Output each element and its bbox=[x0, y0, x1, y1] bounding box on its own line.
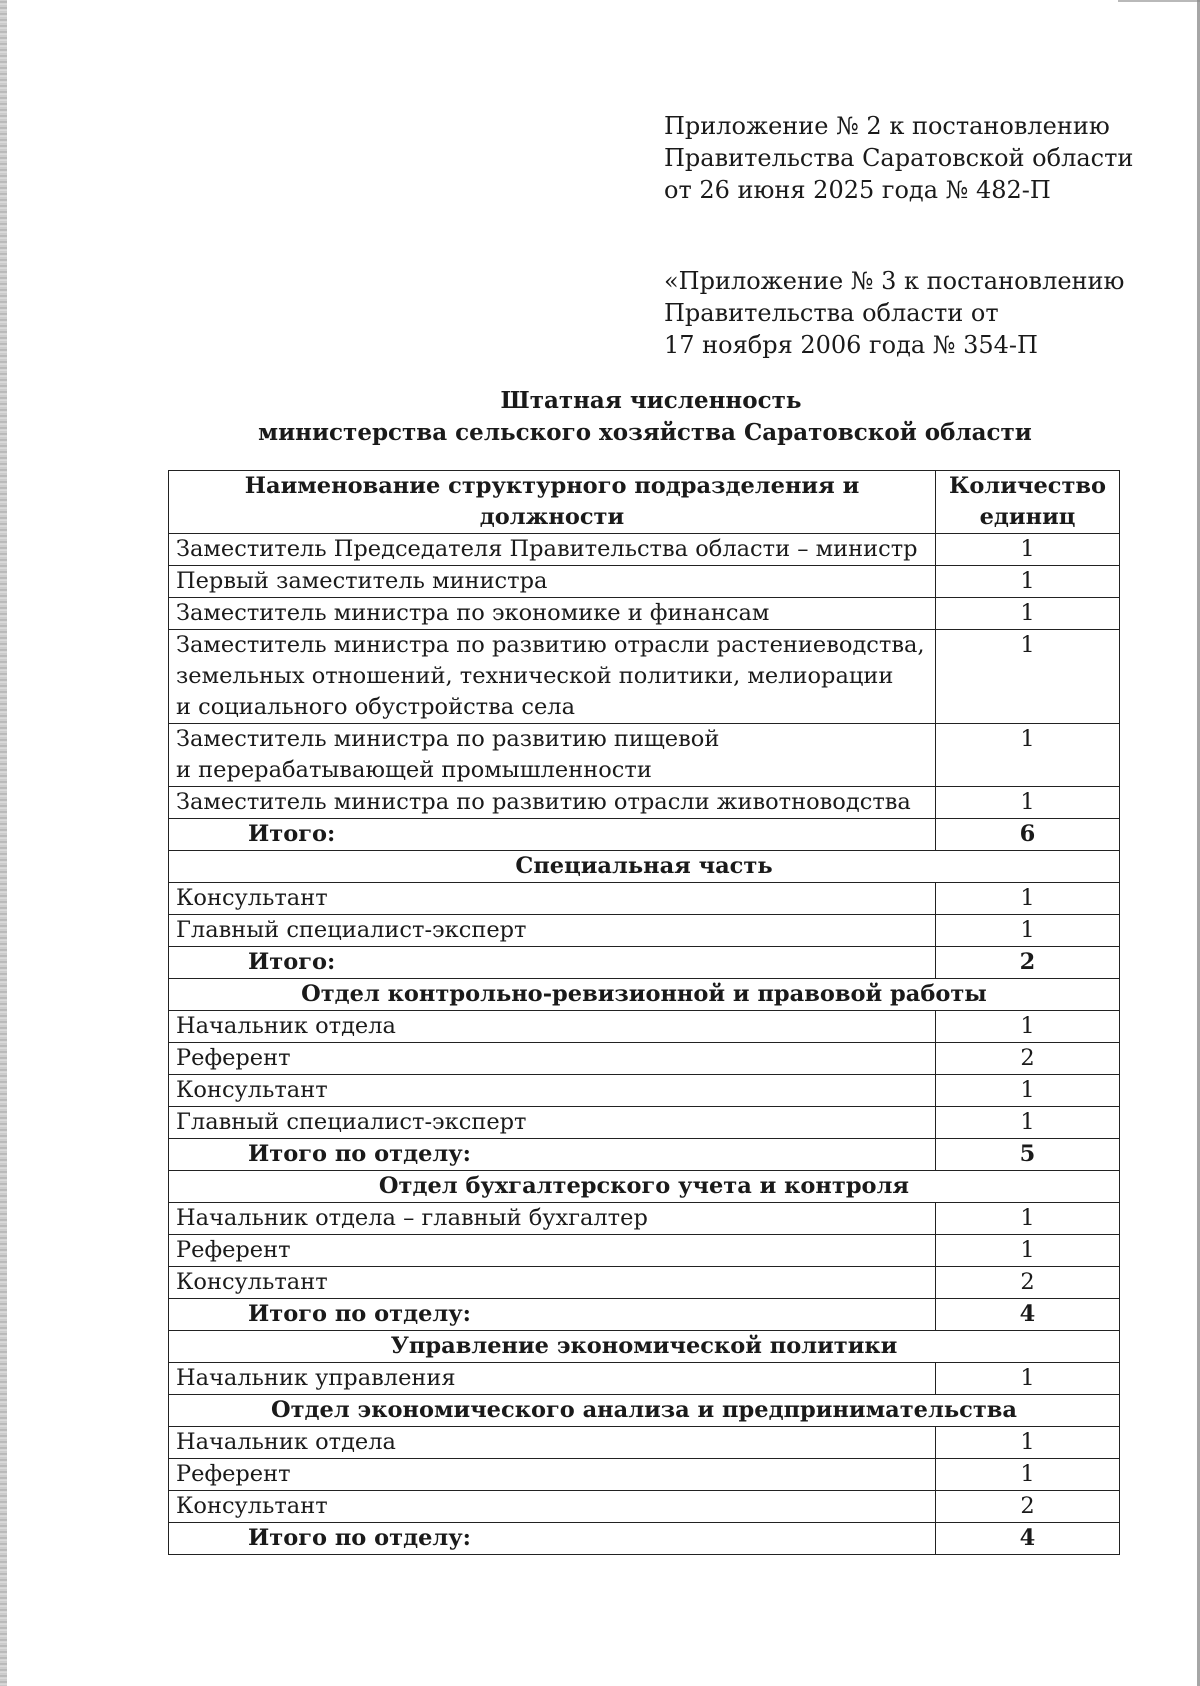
table-row bbox=[169, 883, 1120, 915]
position-name-line: Консультант bbox=[176, 1077, 328, 1103]
position-name-line: и социального обустройства села bbox=[176, 694, 575, 720]
position-name-line: Заместитель Председателя Правительства области – министр bbox=[176, 536, 918, 562]
position-count: 1 bbox=[936, 1203, 1120, 1235]
position-name-line: Заместитель министра по развитию отрасли растениеводства, bbox=[176, 632, 925, 658]
position-name-line: Консультант bbox=[176, 1493, 328, 1519]
position-name bbox=[169, 915, 936, 947]
position-name bbox=[169, 566, 936, 598]
total-label: Итого по отделу: bbox=[169, 1139, 936, 1171]
table-body bbox=[169, 534, 1120, 1555]
scan-edge-left bbox=[0, 0, 7, 1686]
section-row bbox=[169, 979, 1120, 1011]
total-count: 4 bbox=[936, 1299, 1120, 1331]
total-row bbox=[169, 819, 1120, 851]
position-name-line: Начальник отдела bbox=[176, 1013, 396, 1039]
appendix-3-line: Правительства области от bbox=[664, 299, 999, 327]
position-name bbox=[169, 534, 936, 566]
position-name-line: и перерабатывающей промышленности bbox=[176, 757, 652, 783]
position-count: 1 bbox=[936, 1011, 1120, 1043]
position-name bbox=[169, 630, 936, 724]
section-title: Отдел бухгалтерского учета и контроля bbox=[169, 1171, 1120, 1203]
table-row bbox=[169, 630, 1120, 724]
position-name-line: Первый заместитель министра bbox=[176, 568, 548, 594]
position-name bbox=[169, 598, 936, 630]
position-count: 2 bbox=[936, 1491, 1120, 1523]
position-count: 2 bbox=[936, 1043, 1120, 1075]
position-name-line: Главный специалист-эксперт bbox=[176, 1109, 527, 1135]
table-row bbox=[169, 915, 1120, 947]
table-row bbox=[169, 598, 1120, 630]
position-name bbox=[169, 1363, 936, 1395]
document-title: Штатная численность bbox=[500, 387, 802, 414]
appendix-2-note bbox=[664, 110, 1133, 206]
scan-edge-top bbox=[1118, 0, 1200, 2]
total-count: 6 bbox=[936, 819, 1120, 851]
position-name-line: Начальник управления bbox=[176, 1365, 456, 1391]
table-row bbox=[169, 1011, 1120, 1043]
position-name-line: Главный специалист-эксперт bbox=[176, 917, 527, 943]
position-name bbox=[169, 1107, 936, 1139]
position-count: 1 bbox=[936, 724, 1120, 787]
total-row bbox=[169, 1139, 1120, 1171]
position-name bbox=[169, 787, 936, 819]
table-header-row bbox=[169, 471, 1120, 534]
appendix-3-line: «Приложение № 3 к постановлению bbox=[664, 267, 1125, 295]
position-name bbox=[169, 1043, 936, 1075]
table-row bbox=[169, 1235, 1120, 1267]
table-row bbox=[169, 1267, 1120, 1299]
position-name-line: земельных отношений, технической политики, мелиорации bbox=[176, 663, 894, 689]
position-name-line: Заместитель министра по развитию пищевой bbox=[176, 726, 720, 752]
table-row bbox=[169, 1427, 1120, 1459]
table-row bbox=[169, 1363, 1120, 1395]
total-count: 2 bbox=[936, 947, 1120, 979]
appendix-3-line: 17 ноября 2006 года № 354-П bbox=[664, 331, 1038, 359]
column-header-name: Наименование структурного подразделения и должности bbox=[169, 471, 936, 534]
position-name bbox=[169, 1011, 936, 1043]
total-row bbox=[169, 947, 1120, 979]
position-name bbox=[169, 724, 936, 787]
appendix-3-note bbox=[664, 265, 1124, 361]
position-name bbox=[169, 1075, 936, 1107]
position-name bbox=[169, 883, 936, 915]
section-title: Отдел экономического анализа и предпринимательства bbox=[169, 1395, 1120, 1427]
position-count: 1 bbox=[936, 1363, 1120, 1395]
position-name-line: Начальник отдела bbox=[176, 1429, 396, 1455]
position-count: 1 bbox=[936, 883, 1120, 915]
section-row bbox=[169, 1395, 1120, 1427]
appendix-2-line: Правительства Саратовской области bbox=[664, 144, 1134, 172]
total-row bbox=[169, 1523, 1120, 1555]
position-name-line: Консультант bbox=[176, 1269, 328, 1295]
position-name-line: Референт bbox=[176, 1237, 291, 1263]
total-label: Итого: bbox=[169, 819, 936, 851]
table-row bbox=[169, 1203, 1120, 1235]
position-count: 1 bbox=[936, 1075, 1120, 1107]
position-count: 2 bbox=[936, 1267, 1120, 1299]
total-label: Итого: bbox=[169, 947, 936, 979]
position-count: 1 bbox=[936, 1427, 1120, 1459]
section-title: Управление экономической политики bbox=[169, 1331, 1120, 1363]
position-name bbox=[169, 1203, 936, 1235]
position-count: 1 bbox=[936, 598, 1120, 630]
position-name-line: Референт bbox=[176, 1045, 291, 1071]
position-count: 1 bbox=[936, 1459, 1120, 1491]
total-label: Итого по отделу: bbox=[169, 1523, 936, 1555]
table-row bbox=[169, 566, 1120, 598]
staffing-table bbox=[168, 470, 1120, 1555]
table-row bbox=[169, 1459, 1120, 1491]
position-name bbox=[169, 1267, 936, 1299]
position-count: 1 bbox=[936, 630, 1120, 724]
section-row bbox=[169, 1331, 1120, 1363]
position-count: 1 bbox=[936, 787, 1120, 819]
position-name bbox=[169, 1427, 936, 1459]
total-count: 4 bbox=[936, 1523, 1120, 1555]
column-header-count: Количество единиц bbox=[936, 471, 1120, 534]
total-label: Итого по отделу: bbox=[169, 1299, 936, 1331]
appendix-2-line: от 26 июня 2025 года № 482-П bbox=[664, 176, 1051, 204]
position-name bbox=[169, 1459, 936, 1491]
position-name-line: Референт bbox=[176, 1461, 291, 1487]
table-row bbox=[169, 1043, 1120, 1075]
position-name-line: Заместитель министра по развитию отрасли животноводства bbox=[176, 789, 911, 815]
section-title: Отдел контрольно-ревизионной и правовой работы bbox=[169, 979, 1120, 1011]
total-count: 5 bbox=[936, 1139, 1120, 1171]
position-count: 1 bbox=[936, 566, 1120, 598]
position-count: 1 bbox=[936, 534, 1120, 566]
position-count: 1 bbox=[936, 1235, 1120, 1267]
table-row bbox=[169, 787, 1120, 819]
total-row bbox=[169, 1299, 1120, 1331]
table-row bbox=[169, 1107, 1120, 1139]
position-count: 1 bbox=[936, 1107, 1120, 1139]
table-row bbox=[169, 724, 1120, 787]
table-row bbox=[169, 1075, 1120, 1107]
position-name-line: Начальник отдела – главный бухгалтер bbox=[176, 1205, 648, 1231]
section-row bbox=[169, 851, 1120, 883]
table-row bbox=[169, 1491, 1120, 1523]
position-name bbox=[169, 1491, 936, 1523]
section-title: Специальная часть bbox=[169, 851, 1120, 883]
position-name-line: Заместитель министра по экономике и финансам bbox=[176, 600, 770, 626]
section-row bbox=[169, 1171, 1120, 1203]
table-row bbox=[169, 534, 1120, 566]
position-count: 1 bbox=[936, 915, 1120, 947]
position-name bbox=[169, 1235, 936, 1267]
position-name-line: Консультант bbox=[176, 885, 328, 911]
document-subtitle: министерства сельского хозяйства Саратовской области bbox=[258, 419, 1032, 446]
appendix-2-line: Приложение № 2 к постановлению bbox=[664, 112, 1110, 140]
